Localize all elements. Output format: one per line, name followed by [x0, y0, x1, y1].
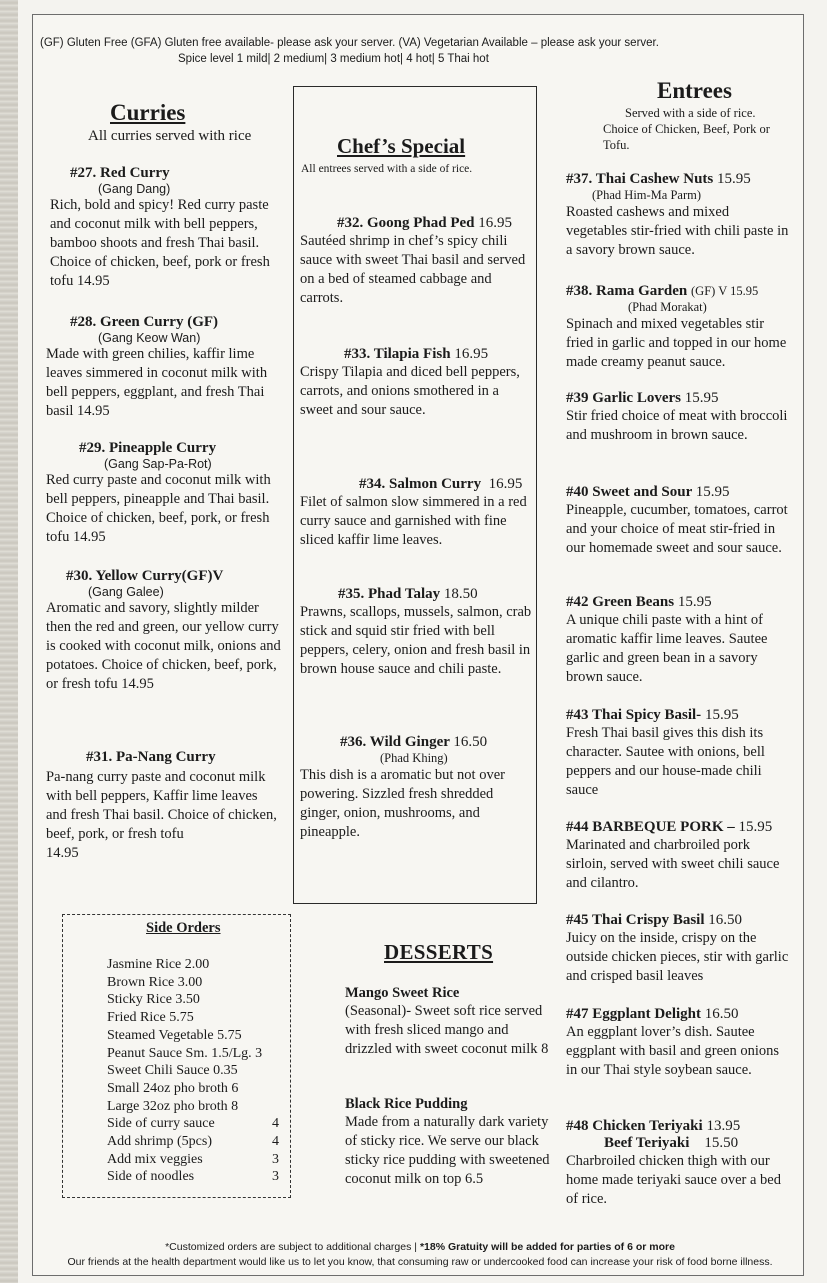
item-name-2: Beef Teriyaki	[604, 1135, 690, 1151]
item-name: #43 Thai Spicy Basil-	[566, 707, 702, 723]
footer-gratuity: *18% Gratuity will be added for parties of 6 or more	[419, 1241, 675, 1253]
list-item	[107, 1133, 289, 1151]
item-thai-name: (Gang Dang)	[98, 182, 171, 196]
item-price: 16.50	[708, 912, 743, 928]
item-description-choice: Choice of chicken, beef, pork, or fresh tofu	[46, 807, 277, 842]
side-label: Brown Rice 3.00	[107, 974, 203, 990]
side-label: Steamed Vegetable 5.75	[107, 1027, 242, 1043]
menu-item-32	[300, 215, 534, 308]
entrees-subtitle-1: Served with a side of rice.	[625, 106, 756, 120]
list-item	[107, 1009, 289, 1027]
item-name: #44 BARBEQUE PORK –	[566, 819, 735, 835]
item-name: #45 Thai Crispy Basil	[566, 912, 705, 928]
item-description: Prawns, scallops, mussels, salmon, crab stick and squid stir fried with bell peppers, celery, onion and fresh basil in brown house sauce and chili paste.	[300, 604, 532, 677]
item-thai-name: (Phad Him-Ma Parm)	[592, 188, 702, 202]
chefs-special-subtitle: All entrees served with a side of rice.	[301, 163, 473, 175]
item-description: Rich, bold and spicy! Red curry paste and coconut milk with bell peppers, bamboo shoots and fresh Thai basil. Choice of chicken, beef, pork or fresh tofu 14.95	[50, 197, 270, 289]
side-label: Sweet Chili Sauce 0.35	[107, 1063, 238, 1079]
item-price: 18.50	[443, 586, 478, 602]
side-label: Sticky Rice 3.50	[107, 992, 200, 1008]
item-thai-name: (Phad Morakat)	[628, 300, 707, 314]
item-description: Fresh Thai basil gives this dish its character. Sautee with onions, bell peppers and our house-made chili sauce	[566, 725, 765, 798]
side-orders-title: Side Orders	[146, 920, 221, 936]
item-description: Crispy Tilapia and diced bell peppers, carrots, and onions smothered in a sweet and sour sauce.	[300, 364, 520, 418]
item-description: An eggplant lover’s dish. Sautee eggplant with basil and green onions in our Thai style soybean sauce.	[566, 1024, 780, 1078]
item-description: (Seasonal)- Sweet soft rice served with fresh sliced mango and drizzled with sweet coconut milk 8	[345, 1003, 549, 1057]
item-price: 13.95	[706, 1118, 741, 1134]
side-price: 3	[272, 1169, 279, 1185]
menu-item-36	[300, 734, 534, 842]
menu-item-31	[46, 749, 281, 863]
item-price: 15.95	[717, 171, 751, 187]
side-label: Jasmine Rice 2.00	[107, 957, 210, 972]
list-item	[107, 1062, 289, 1080]
menu-item-34	[300, 476, 534, 550]
list-item	[107, 1027, 289, 1045]
item-thai-name: (Gang Sap-Pa-Rot)	[104, 457, 212, 471]
item-thai-name: (Gang Keow Wan)	[98, 331, 201, 345]
binding-edge	[0, 0, 18, 1283]
item-price: 16.95	[478, 215, 513, 231]
entrees-subtitle-2: Choice of Chicken, Beef, Pork or Tofu.	[603, 122, 770, 152]
item-thai-name: (Gang Galee)	[88, 585, 164, 599]
item-description: Filet of salmon slow simmered in a red curry sauce and garnished with fine sliced kaffir lime leaves.	[300, 494, 527, 548]
item-price: 15.95	[677, 594, 712, 610]
menu-item-28	[46, 314, 281, 421]
menu-item-39	[566, 390, 792, 445]
item-price: 15.95	[738, 819, 773, 835]
item-price: 14.95	[46, 845, 79, 861]
side-price: 3	[272, 1151, 279, 1167]
item-description: Aromatic and savory, slightly milder then the red and green, our yellow curry is cooked with coconut milk, onions and potatoes. Choice of chicken, beef, pork, or fresh tofu 14.95	[46, 600, 281, 692]
dessert-item-mango	[345, 985, 555, 1059]
menu-item-38	[566, 283, 792, 372]
item-name: #31. Pa-Nang Curry	[86, 749, 216, 765]
side-label: Side of curry sauce	[107, 1116, 215, 1132]
menu-item-48	[566, 1118, 792, 1209]
item-name: #28. Green Curry (GF)	[70, 314, 219, 330]
header-legend	[40, 35, 790, 67]
item-name: #33. Tilapia Fish	[344, 346, 451, 362]
dessert-item-black-rice	[345, 1096, 555, 1189]
menu-item-29	[46, 440, 281, 547]
item-name: Mango Sweet Rice	[345, 985, 460, 1001]
item-description: Sautéed shrimp in chef’s spicy chili sauce with sweet Thai basil and served on a bed of steamed cabbage and carrots.	[300, 233, 526, 306]
list-item	[107, 1080, 289, 1098]
item-name: #42 Green Beans	[566, 594, 675, 610]
item-name: #29. Pineapple Curry	[79, 440, 217, 456]
item-tag-price: (GF) V 15.95	[691, 284, 759, 298]
side-label: Fried Rice 5.75	[107, 1010, 194, 1026]
item-description: Made with green chilies, kaffir lime leaves simmered in coconut milk with bell peppers, eggplant, and fresh Thai basil 14.95	[46, 346, 268, 419]
menu-item-42	[566, 594, 792, 687]
menu-item-40	[566, 484, 792, 558]
side-label: Peanut Sauce Sm. 1.5/Lg. 3	[107, 1045, 263, 1061]
entrees-subtitle	[603, 105, 793, 153]
list-item	[107, 991, 289, 1009]
item-name: #40 Sweet and Sour	[566, 484, 692, 500]
footer-notes	[40, 1240, 800, 1270]
item-name: #30. Yellow Curry(GF)V	[66, 568, 224, 584]
item-name: #36. Wild Ginger	[340, 734, 450, 750]
list-item	[107, 1098, 289, 1116]
menu-item-44	[566, 819, 792, 893]
legend-line-1: (GF) Gluten Free (GFA) Gluten free available- please ask your server. (VA) Vegetarian Available – please ask your server.	[40, 37, 659, 49]
item-description: Juicy on the inside, crispy on the outside chicken pieces, stir with garlic and crisped basil leaves	[566, 930, 789, 984]
menu-item-47	[566, 1006, 792, 1080]
item-description: Roasted cashews and mixed vegetables stir-fried with chili paste in a savory brown sauce.	[566, 204, 789, 258]
item-price-2: 15.50	[704, 1135, 739, 1151]
item-description: Stir fried choice of meat with broccoli and mushroom in brown sauce.	[566, 408, 788, 443]
menu-item-35	[300, 586, 534, 679]
menu-item-30	[46, 568, 281, 694]
item-name: #34. Salmon Curry	[359, 476, 482, 492]
list-item	[107, 1045, 289, 1063]
list-item	[107, 1151, 289, 1169]
desserts-title: DESSERTS	[384, 940, 494, 964]
item-name: #32. Goong Phad Ped	[337, 215, 475, 231]
item-name: #35. Phad Talay	[338, 586, 441, 602]
list-item	[107, 956, 289, 974]
item-thai-name: (Phad Khing)	[380, 751, 448, 765]
item-description: Pa-nang curry paste and coconut milk with bell peppers, Kaffir lime leaves and fresh Thai basil.	[46, 769, 266, 823]
list-item	[107, 974, 289, 992]
side-label: Large 32oz pho broth 8	[107, 1098, 239, 1114]
menu-item-27	[46, 165, 281, 291]
item-description: This dish is a aromatic but not over powering. Sizzled fresh shredded ginger, onion, mushrooms, and pineapple.	[300, 767, 505, 840]
item-name: #27. Red Curry	[70, 165, 170, 181]
item-description: A unique chili paste with a hint of aromatic kaffir lime leaves. Sautee garlic and green bean in a savory brown sauce.	[566, 612, 768, 685]
item-price: 15.95	[684, 390, 719, 406]
menu-item-45	[566, 912, 792, 986]
menu-item-33	[300, 346, 534, 420]
footer-health-notice: Our friends at the health department would like us to let you know, that consuming raw or undercooked food can increase your risk of food borne illness.	[67, 1256, 773, 1268]
side-orders-list	[107, 956, 289, 1186]
legend-line-2: Spice level 1 mild| 2 medium| 3 medium hot| 4 hot| 5 Thai hot	[178, 53, 489, 65]
entrees-title: Entrees	[657, 78, 732, 103]
side-label: Side of noodles	[107, 1169, 195, 1185]
side-label: Add shrimp (5pcs)	[107, 1134, 212, 1150]
item-description: Pineapple, cucumber, tomatoes, carrot and your choice of meat stir-fried in our homemade sweet and sour sauce.	[566, 502, 788, 556]
item-name: #48 Chicken Teriyaki	[566, 1118, 703, 1134]
side-label: Add mix veggies	[107, 1151, 203, 1167]
side-price: 4	[272, 1134, 279, 1150]
item-price: 15.95	[695, 484, 730, 500]
item-description: Charbroiled chicken thigh with our home made teriyaki sauce over a bed of rice.	[566, 1153, 781, 1207]
item-description: Spinach and mixed vegetables stir fried in garlic and topped in our home made creamy peanut sauce.	[566, 316, 787, 370]
menu-item-43	[566, 707, 792, 800]
item-name: #47 Eggplant Delight	[566, 1006, 702, 1022]
item-description: Marinated and charbroiled pork sirloin, served with sweet chili sauce and cilantro.	[566, 837, 780, 891]
item-price: 15.95	[704, 707, 739, 723]
side-label: Small 24oz pho broth 6	[107, 1080, 239, 1096]
item-description: Red curry paste and coconut milk with bell peppers, pineapple and Thai basil. Choice of chicken, beef, pork, or fresh tofu 14.95	[46, 472, 271, 545]
item-name: #37. Thai Cashew Nuts	[566, 171, 714, 187]
item-description: Made from a naturally dark variety of sticky rice. We serve our black sticky rice pudding with sweetened coconut milk on top 6.5	[345, 1114, 550, 1187]
item-name: #38. Rama Garden	[566, 283, 688, 299]
item-price: 16.50	[704, 1006, 739, 1022]
curries-subtitle: All curries served with rice	[88, 128, 252, 144]
item-price: 16.95	[488, 476, 523, 492]
footer-custom-orders: *Customized orders are subject to additional charges |	[165, 1241, 420, 1253]
list-item	[107, 1168, 289, 1186]
chefs-special-title: Chef’s Special	[337, 134, 466, 158]
item-price: 16.50	[453, 734, 488, 750]
menu-item-37	[566, 171, 792, 260]
curries-title: Curries	[110, 100, 186, 125]
side-price: 4	[272, 1116, 279, 1132]
list-item	[107, 1115, 289, 1133]
item-name: #39 Garlic Lovers	[566, 390, 681, 406]
item-name: Black Rice Pudding	[345, 1096, 468, 1112]
item-price: 16.95	[454, 346, 489, 362]
